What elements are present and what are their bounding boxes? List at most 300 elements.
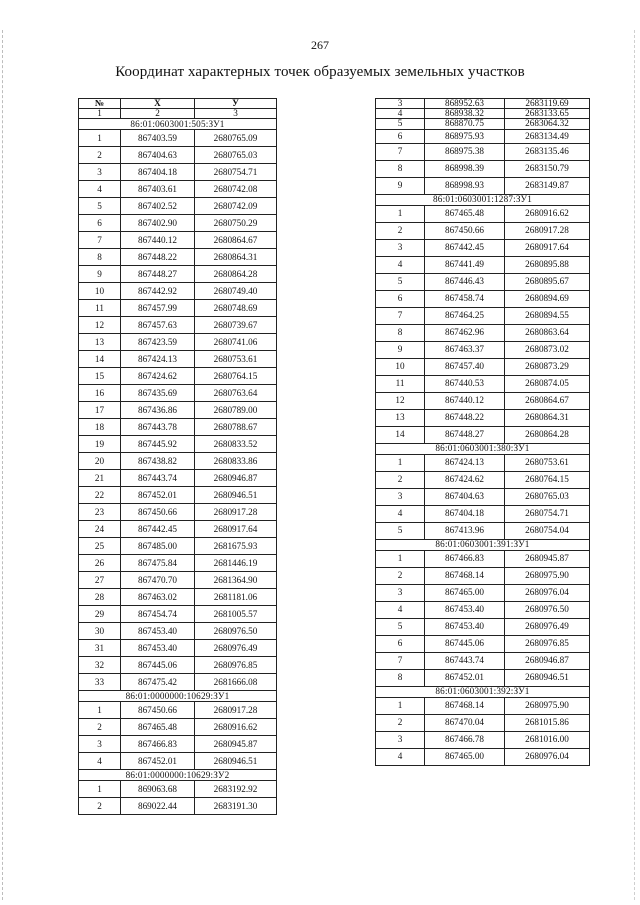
scan-edge-right xyxy=(634,30,636,900)
coordinate-y: 2680863.64 xyxy=(505,324,590,341)
point-number: 6 xyxy=(376,129,425,143)
coordinate-y: 2683191.30 xyxy=(195,798,277,815)
point-number: 13 xyxy=(376,409,425,426)
coordinate-y: 2680917.28 xyxy=(195,504,277,521)
table-row xyxy=(376,731,590,748)
table-row xyxy=(376,550,590,567)
coordinate-y: 2680975.90 xyxy=(505,567,590,584)
coordinate-x: 867445.92 xyxy=(121,436,195,453)
table-row xyxy=(376,748,590,765)
point-number: 13 xyxy=(79,334,121,351)
coordinate-x: 867457.40 xyxy=(425,358,505,375)
coordinate-x: 867452.01 xyxy=(425,669,505,686)
point-number: 16 xyxy=(79,385,121,402)
table-row xyxy=(376,522,590,539)
coordinate-x: 867402.90 xyxy=(121,215,195,232)
subheader-col3: 3 xyxy=(195,109,277,119)
coordinate-y: 2680976.50 xyxy=(505,601,590,618)
coordinate-x: 868870.75 xyxy=(425,119,505,129)
coordinate-x: 867463.37 xyxy=(425,341,505,358)
point-number: 2 xyxy=(376,222,425,239)
coordinate-x: 867424.62 xyxy=(425,471,505,488)
table-row xyxy=(79,538,277,555)
header-y: У xyxy=(195,99,277,109)
table-row xyxy=(79,334,277,351)
point-number: 29 xyxy=(79,606,121,623)
table-row xyxy=(376,290,590,307)
coordinate-y: 2681446.19 xyxy=(195,555,277,572)
table-row xyxy=(79,283,277,300)
coordinate-x: 867462.96 xyxy=(425,324,505,341)
coordinate-y: 2681015.86 xyxy=(505,714,590,731)
point-number: 22 xyxy=(79,487,121,504)
table-row xyxy=(79,300,277,317)
table-row xyxy=(79,402,277,419)
point-number: 4 xyxy=(79,753,121,770)
coordinate-y: 2680833.52 xyxy=(195,436,277,453)
table-row xyxy=(79,470,277,487)
coordinate-x: 868975.93 xyxy=(425,129,505,143)
coordinate-y: 2680765.03 xyxy=(505,488,590,505)
point-number: 1 xyxy=(376,550,425,567)
coordinate-x: 867454.74 xyxy=(121,606,195,623)
coordinate-y: 2680764.15 xyxy=(195,368,277,385)
coordinate-y: 2680945.87 xyxy=(505,550,590,567)
table-row xyxy=(79,419,277,436)
coordinate-y: 2680946.87 xyxy=(195,470,277,487)
point-number: 27 xyxy=(79,572,121,589)
coordinate-y: 2680748.69 xyxy=(195,300,277,317)
coordinate-x: 867448.27 xyxy=(121,266,195,283)
coordinate-y: 2680754.71 xyxy=(195,164,277,181)
coordinate-y: 2680789.00 xyxy=(195,402,277,419)
page-number: 267 xyxy=(311,38,329,52)
table-row xyxy=(376,454,590,471)
coordinate-y: 2680976.04 xyxy=(505,748,590,765)
table-row xyxy=(376,341,590,358)
table-row xyxy=(376,471,590,488)
coordinate-x: 867452.01 xyxy=(121,753,195,770)
coordinate-x: 867465.48 xyxy=(121,719,195,736)
table-row xyxy=(79,487,277,504)
coordinate-y: 2680976.49 xyxy=(195,640,277,657)
coordinates-table-left xyxy=(78,98,277,815)
table-row xyxy=(376,358,590,375)
coordinate-x: 867453.40 xyxy=(425,618,505,635)
coordinate-y: 2681675.93 xyxy=(195,538,277,555)
point-number: 3 xyxy=(376,731,425,748)
coordinate-x: 867435.69 xyxy=(121,385,195,402)
point-number: 28 xyxy=(79,589,121,606)
point-number: 9 xyxy=(79,266,121,283)
table-row xyxy=(79,215,277,232)
point-number: 7 xyxy=(376,307,425,324)
table-row xyxy=(79,657,277,674)
table-row xyxy=(79,798,277,815)
subheader-col2: 2 xyxy=(121,109,195,119)
coordinate-y: 2680976.04 xyxy=(505,584,590,601)
coordinate-x: 867458.74 xyxy=(425,290,505,307)
table-row xyxy=(79,521,277,538)
point-number: 2 xyxy=(376,567,425,584)
point-number: 4 xyxy=(79,181,121,198)
table-row xyxy=(376,567,590,584)
point-number: 15 xyxy=(79,368,121,385)
coordinate-y: 2680864.31 xyxy=(195,249,277,266)
coordinate-y: 2681666.08 xyxy=(195,674,277,691)
table-row xyxy=(376,324,590,341)
table-row xyxy=(376,488,590,505)
table-row xyxy=(79,555,277,572)
coordinate-y: 2683064.32 xyxy=(505,119,590,129)
point-number: 23 xyxy=(79,504,121,521)
coordinate-y: 2680946.51 xyxy=(195,487,277,504)
coordinate-y: 2681016.00 xyxy=(505,731,590,748)
coordinate-x: 867446.43 xyxy=(425,273,505,290)
coordinate-y: 2680946.87 xyxy=(505,652,590,669)
coordinate-y: 2680873.29 xyxy=(505,358,590,375)
point-number: 18 xyxy=(79,419,121,436)
coordinate-x: 867441.49 xyxy=(425,256,505,273)
coordinate-y: 2680788.67 xyxy=(195,419,277,436)
point-number: 30 xyxy=(79,623,121,640)
coordinate-x: 867450.66 xyxy=(425,222,505,239)
table-row xyxy=(376,697,590,714)
coordinate-x: 867453.40 xyxy=(425,601,505,618)
coordinate-x: 867404.18 xyxy=(425,505,505,522)
table-row xyxy=(376,392,590,409)
point-number: 5 xyxy=(376,522,425,539)
point-number: 3 xyxy=(376,488,425,505)
coordinate-y: 2680749.40 xyxy=(195,283,277,300)
coordinate-y: 2680753.61 xyxy=(195,351,277,368)
table-row xyxy=(79,181,277,198)
coordinate-y: 2680764.15 xyxy=(505,471,590,488)
table-row xyxy=(376,129,590,143)
coordinate-x: 867452.01 xyxy=(121,487,195,504)
coordinate-y: 2680873.02 xyxy=(505,341,590,358)
coordinate-y: 2680750.29 xyxy=(195,215,277,232)
header-number: № xyxy=(79,99,121,109)
coordinate-x: 867475.84 xyxy=(121,555,195,572)
coordinate-x: 867423.59 xyxy=(121,334,195,351)
point-number: 4 xyxy=(376,256,425,273)
table-row xyxy=(79,164,277,181)
coordinate-y: 2680864.28 xyxy=(505,426,590,443)
table-row xyxy=(79,351,277,368)
point-number: 3 xyxy=(376,99,425,109)
table-row xyxy=(79,130,277,147)
point-number: 8 xyxy=(376,669,425,686)
table-row xyxy=(376,601,590,618)
coordinate-x: 867475.42 xyxy=(121,674,195,691)
table-row xyxy=(376,307,590,324)
table-row xyxy=(79,702,277,719)
table-row xyxy=(376,99,590,109)
point-number: 33 xyxy=(79,674,121,691)
coordinate-x: 867445.06 xyxy=(425,635,505,652)
coordinate-x: 868938.32 xyxy=(425,109,505,119)
coordinate-y: 2683192.92 xyxy=(195,781,277,798)
table-row xyxy=(79,385,277,402)
coordinate-x: 867424.62 xyxy=(121,368,195,385)
point-number: 11 xyxy=(79,300,121,317)
point-number: 20 xyxy=(79,453,121,470)
point-number: 19 xyxy=(79,436,121,453)
point-number: 2 xyxy=(376,471,425,488)
parcel-cadastral-number: 86:01:0603001:380:ЗУ1 xyxy=(376,443,590,454)
coordinate-x: 867424.13 xyxy=(425,454,505,471)
table-row xyxy=(376,256,590,273)
coordinate-y: 2680946.51 xyxy=(505,669,590,686)
table-row xyxy=(376,618,590,635)
point-number: 6 xyxy=(376,290,425,307)
coordinate-x: 867402.52 xyxy=(121,198,195,215)
point-number: 5 xyxy=(376,618,425,635)
table-row xyxy=(79,266,277,283)
point-number: 32 xyxy=(79,657,121,674)
coordinate-y: 2681005.57 xyxy=(195,606,277,623)
table-row xyxy=(79,436,277,453)
point-number: 31 xyxy=(79,640,121,657)
coordinate-y: 2680916.62 xyxy=(505,205,590,222)
point-number: 6 xyxy=(79,215,121,232)
point-number: 14 xyxy=(79,351,121,368)
table-row xyxy=(376,714,590,731)
table-header-row xyxy=(79,99,277,109)
table-row xyxy=(376,109,590,119)
coordinate-x: 867448.22 xyxy=(425,409,505,426)
table-row xyxy=(376,375,590,392)
table-row xyxy=(79,753,277,770)
coordinate-x: 868998.93 xyxy=(425,177,505,194)
coordinate-x: 867470.04 xyxy=(425,714,505,731)
coordinate-x: 867413.96 xyxy=(425,522,505,539)
table-row xyxy=(79,249,277,266)
coordinate-x: 867424.13 xyxy=(121,351,195,368)
table-row xyxy=(376,205,590,222)
table-row xyxy=(376,669,590,686)
parcel-cadastral-number: 86:01:0603001:392:ЗУ1 xyxy=(376,686,590,697)
table-row xyxy=(79,623,277,640)
section-header-row xyxy=(376,686,590,697)
point-number: 10 xyxy=(376,358,425,375)
coordinate-y: 2680742.09 xyxy=(195,198,277,215)
coordinate-y: 2680894.55 xyxy=(505,307,590,324)
table-row xyxy=(79,317,277,334)
coordinate-y: 2680741.06 xyxy=(195,334,277,351)
section-header-row xyxy=(79,770,277,781)
coordinate-y: 2680833.86 xyxy=(195,453,277,470)
coordinate-y: 2680874.05 xyxy=(505,375,590,392)
point-number: 3 xyxy=(79,736,121,753)
table-row xyxy=(376,505,590,522)
point-number: 26 xyxy=(79,555,121,572)
scan-edge-left xyxy=(2,30,4,900)
table-row xyxy=(376,239,590,256)
coordinate-x: 867468.14 xyxy=(425,567,505,584)
coordinate-x: 867436.86 xyxy=(121,402,195,419)
coordinate-x: 867440.12 xyxy=(121,232,195,249)
coordinate-y: 2680916.62 xyxy=(195,719,277,736)
coordinate-x: 867468.14 xyxy=(425,697,505,714)
table-row xyxy=(376,177,590,194)
table-row xyxy=(79,781,277,798)
table-subheader-row xyxy=(79,109,277,119)
coordinate-x: 867443.74 xyxy=(121,470,195,487)
parcel-cadastral-number: 86:01:0000000:10629:ЗУ2 xyxy=(79,770,277,781)
table-row xyxy=(79,606,277,623)
point-number: 12 xyxy=(376,392,425,409)
point-number: 6 xyxy=(376,635,425,652)
coordinate-x: 867448.22 xyxy=(121,249,195,266)
coordinate-y: 2680917.64 xyxy=(195,521,277,538)
coordinate-x: 867440.53 xyxy=(425,375,505,392)
table-row xyxy=(79,674,277,691)
point-number: 9 xyxy=(376,177,425,194)
coordinate-y: 2680976.85 xyxy=(195,657,277,674)
point-number: 1 xyxy=(376,454,425,471)
table-row xyxy=(376,273,590,290)
point-number: 4 xyxy=(376,109,425,119)
coordinate-x: 867404.18 xyxy=(121,164,195,181)
coordinate-y: 2680864.28 xyxy=(195,266,277,283)
coordinate-y: 2680753.61 xyxy=(505,454,590,471)
point-number: 5 xyxy=(376,119,425,129)
section-header-row xyxy=(376,443,590,454)
point-number: 2 xyxy=(79,798,121,815)
point-number: 7 xyxy=(79,232,121,249)
table-row xyxy=(79,589,277,606)
table-row xyxy=(376,652,590,669)
parcel-cadastral-number: 86:01:0603001:391:ЗУ1 xyxy=(376,539,590,550)
coordinate-x: 867453.40 xyxy=(121,623,195,640)
coordinate-x: 867442.92 xyxy=(121,283,195,300)
point-number: 7 xyxy=(376,652,425,669)
coordinate-x: 867448.27 xyxy=(425,426,505,443)
point-number: 8 xyxy=(376,324,425,341)
table-row xyxy=(79,232,277,249)
table-row xyxy=(79,147,277,164)
point-number: 5 xyxy=(79,198,121,215)
point-number: 4 xyxy=(376,601,425,618)
table-row xyxy=(79,640,277,657)
parcel-cadastral-number: 86:01:0603001:1287:ЗУ1 xyxy=(376,194,590,205)
coordinate-y: 2681181.06 xyxy=(195,589,277,606)
table-row xyxy=(79,368,277,385)
table-row xyxy=(79,719,277,736)
coordinate-x: 867442.45 xyxy=(425,239,505,256)
parcel-cadastral-number: 86:01:0000000:10629:ЗУ1 xyxy=(79,691,277,702)
point-number: 3 xyxy=(376,239,425,256)
coordinate-y: 2683150.79 xyxy=(505,160,590,177)
coordinate-y: 2683149.87 xyxy=(505,177,590,194)
coordinate-x: 867465.00 xyxy=(425,748,505,765)
point-number: 8 xyxy=(376,160,425,177)
point-number: 14 xyxy=(376,426,425,443)
point-number: 8 xyxy=(79,249,121,266)
coordinate-x: 867403.59 xyxy=(121,130,195,147)
coordinate-x: 867450.66 xyxy=(121,504,195,521)
point-number: 7 xyxy=(376,143,425,160)
coordinate-x: 867443.74 xyxy=(425,652,505,669)
point-number: 17 xyxy=(79,402,121,419)
section-header-row xyxy=(376,539,590,550)
table-row xyxy=(79,572,277,589)
coordinate-x: 867470.70 xyxy=(121,572,195,589)
coordinate-y: 2683135.46 xyxy=(505,143,590,160)
coordinate-y: 2680742.08 xyxy=(195,181,277,198)
point-number: 10 xyxy=(79,283,121,300)
table-row xyxy=(376,160,590,177)
coordinate-x: 868952.63 xyxy=(425,99,505,109)
subheader-col1: 1 xyxy=(79,109,121,119)
table-row xyxy=(79,453,277,470)
coordinate-x: 867457.63 xyxy=(121,317,195,334)
coordinate-y: 2680917.28 xyxy=(195,702,277,719)
coordinate-x: 867466.78 xyxy=(425,731,505,748)
coordinate-y: 2680917.28 xyxy=(505,222,590,239)
coordinate-y: 2683134.49 xyxy=(505,129,590,143)
table-row xyxy=(376,426,590,443)
point-number: 4 xyxy=(376,505,425,522)
table-row xyxy=(376,143,590,160)
coordinate-x: 867404.63 xyxy=(425,488,505,505)
point-number: 4 xyxy=(376,748,425,765)
coordinate-x: 867465.00 xyxy=(425,584,505,601)
coordinates-table-right xyxy=(375,98,590,766)
point-number: 5 xyxy=(376,273,425,290)
coordinate-x: 867442.45 xyxy=(121,521,195,538)
point-number: 3 xyxy=(79,164,121,181)
table-row xyxy=(376,635,590,652)
table-row xyxy=(79,736,277,753)
point-number: 21 xyxy=(79,470,121,487)
coordinate-y: 2680976.85 xyxy=(505,635,590,652)
coordinate-x: 867466.83 xyxy=(121,736,195,753)
section-header-row xyxy=(79,119,277,130)
coordinate-y: 2680864.67 xyxy=(195,232,277,249)
coordinate-y: 2680894.69 xyxy=(505,290,590,307)
coordinate-y: 2680763.64 xyxy=(195,385,277,402)
coordinate-x: 868998.39 xyxy=(425,160,505,177)
coordinate-x: 867438.82 xyxy=(121,453,195,470)
point-number: 1 xyxy=(79,702,121,719)
coordinate-y: 2680739.67 xyxy=(195,317,277,334)
coordinate-x: 867443.78 xyxy=(121,419,195,436)
coordinate-x: 867453.40 xyxy=(121,640,195,657)
coordinate-y: 2680895.88 xyxy=(505,256,590,273)
coordinate-x: 867465.48 xyxy=(425,205,505,222)
coordinate-x: 867466.83 xyxy=(425,550,505,567)
coordinate-y: 2680765.09 xyxy=(195,130,277,147)
coordinate-y: 2683133.65 xyxy=(505,109,590,119)
coordinate-x: 868975.38 xyxy=(425,143,505,160)
coordinate-y: 2680754.04 xyxy=(505,522,590,539)
coordinate-x: 867464.25 xyxy=(425,307,505,324)
point-number: 11 xyxy=(376,375,425,392)
coordinate-y: 2683119.69 xyxy=(505,99,590,109)
coordinate-y: 2680765.03 xyxy=(195,147,277,164)
coordinate-y: 2680895.67 xyxy=(505,273,590,290)
coordinate-y: 2680976.50 xyxy=(195,623,277,640)
coordinate-x: 869022.44 xyxy=(121,798,195,815)
coordinate-x: 867440.12 xyxy=(425,392,505,409)
coordinate-x: 869063.68 xyxy=(121,781,195,798)
table-row xyxy=(376,119,590,129)
coordinate-y: 2680976.49 xyxy=(505,618,590,635)
page-title: Координат характерных точек образуемых земельных участков xyxy=(115,64,525,80)
